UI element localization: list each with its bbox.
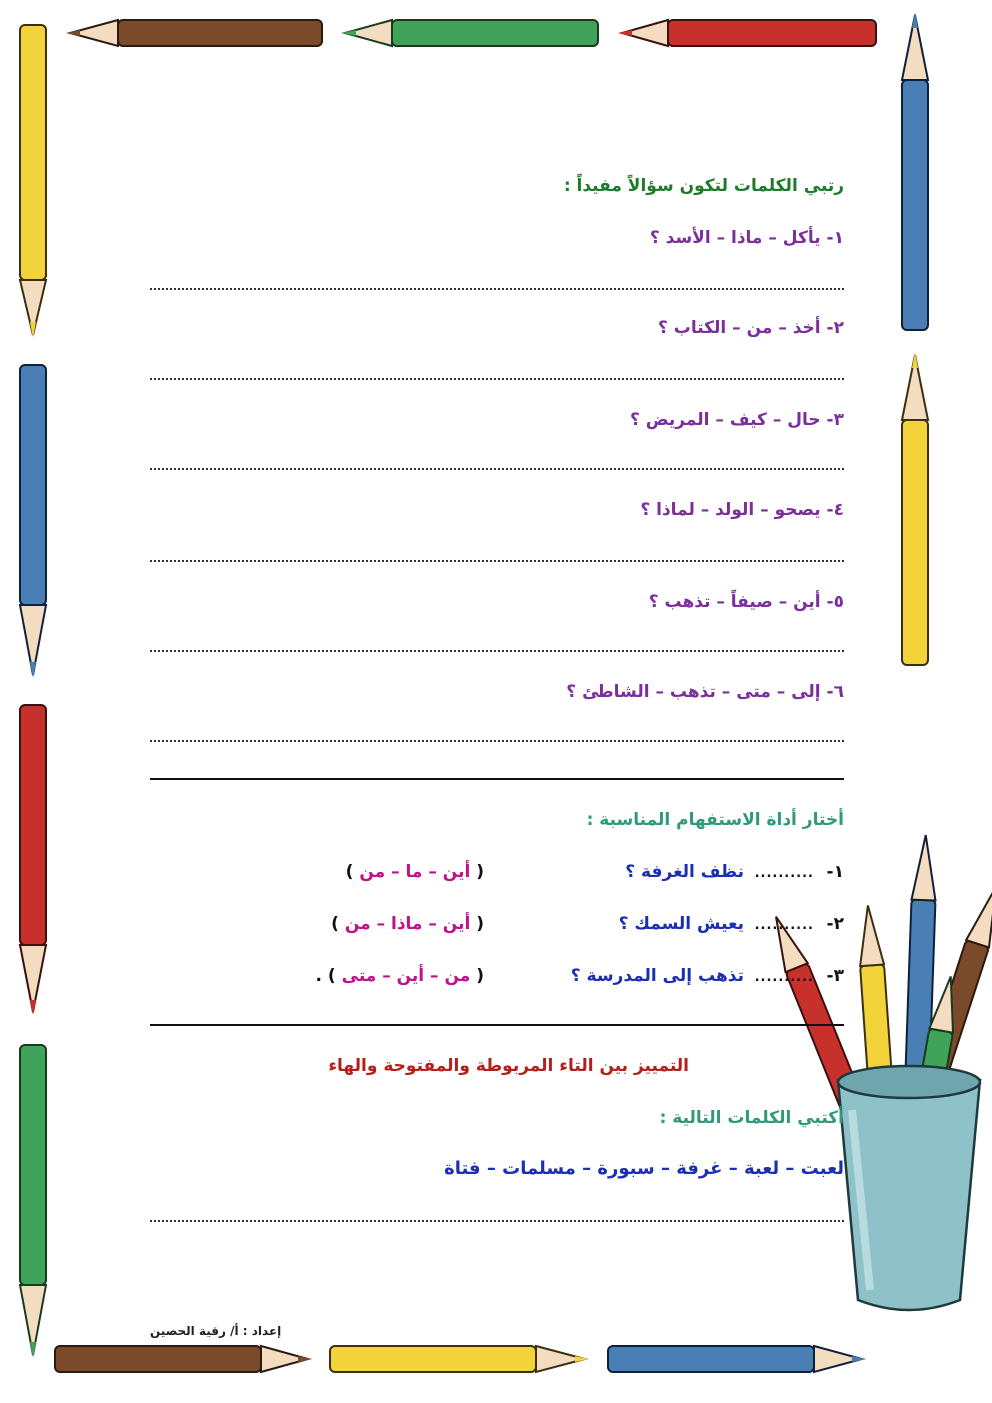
row-options: ( من – أين – متى ) . <box>315 966 484 986</box>
choice-row <box>150 914 844 940</box>
question-6: ٦- إلى – متى – تذهب – الشاطئ ؟ <box>566 682 844 702</box>
pencil-icon <box>902 12 928 330</box>
answer-line-2[interactable] <box>150 378 844 380</box>
question-1: ١- يأكل – ماذا – الأسد ؟ <box>649 228 844 248</box>
choice-row <box>150 862 844 888</box>
question-4: ٤- يصحو – الولد – لماذا ؟ <box>640 500 844 520</box>
pencil-icon <box>20 705 46 1015</box>
answer-line-3[interactable] <box>150 468 844 470</box>
question-2: ٢- أخذ – من – الكتاب ؟ <box>657 318 844 338</box>
section-divider <box>150 778 844 780</box>
blank-field[interactable]: .......... <box>754 918 814 933</box>
question-5: ٥- أين – صيفاً – تذهب ؟ <box>648 592 844 612</box>
row-options: ( أين – ما – من ) <box>345 862 484 882</box>
section-title-rearrange: رتبي الكلمات لتكون سؤالاً مفيداً : <box>563 176 844 196</box>
answer-line-5[interactable] <box>150 650 844 652</box>
answer-line-words[interactable] <box>150 1220 844 1222</box>
section-title-interrogative: أختار أداة الاستفهام المناسبة : <box>586 810 844 830</box>
row-options: ( أين – ماذا – من ) <box>331 914 484 934</box>
word-list: لعبت – لعبة – غرفة – سبورة – مسلمات – فتاة <box>444 1158 844 1179</box>
answer-line-4[interactable] <box>150 560 844 562</box>
row-number: ١- <box>826 862 844 882</box>
row-phrase: تذهب إلى المدرسة ؟ <box>570 966 744 986</box>
pencil-icon <box>20 1045 46 1358</box>
blank-field[interactable]: .......... <box>754 866 814 881</box>
row-phrase: نظف الغرفة ؟ <box>625 862 744 882</box>
answer-line-6[interactable] <box>150 740 844 742</box>
section-divider <box>150 1024 844 1026</box>
section-title-taa: التمييز بين التاء المربوطة والمفتوحة والهاء <box>328 1056 689 1076</box>
pencil-icon <box>20 25 46 338</box>
question-3: ٣- حال – كيف – المريض ؟ <box>629 410 844 430</box>
author-credit: إعداد : أ/ رقية الحصين <box>150 1324 282 1338</box>
row-number: ٣- <box>826 966 844 986</box>
blank-field[interactable]: .......... <box>754 970 814 985</box>
row-number: ٢- <box>826 914 844 934</box>
pencil-icon <box>20 365 46 678</box>
pencil-icon <box>902 352 928 665</box>
instruction-write-words: أكتبي الكلمات التالية : <box>659 1108 844 1128</box>
answer-line-1[interactable] <box>150 288 844 290</box>
worksheet <box>150 0 844 1403</box>
choice-row <box>150 966 844 992</box>
row-phrase: يعيش السمك ؟ <box>618 914 744 934</box>
